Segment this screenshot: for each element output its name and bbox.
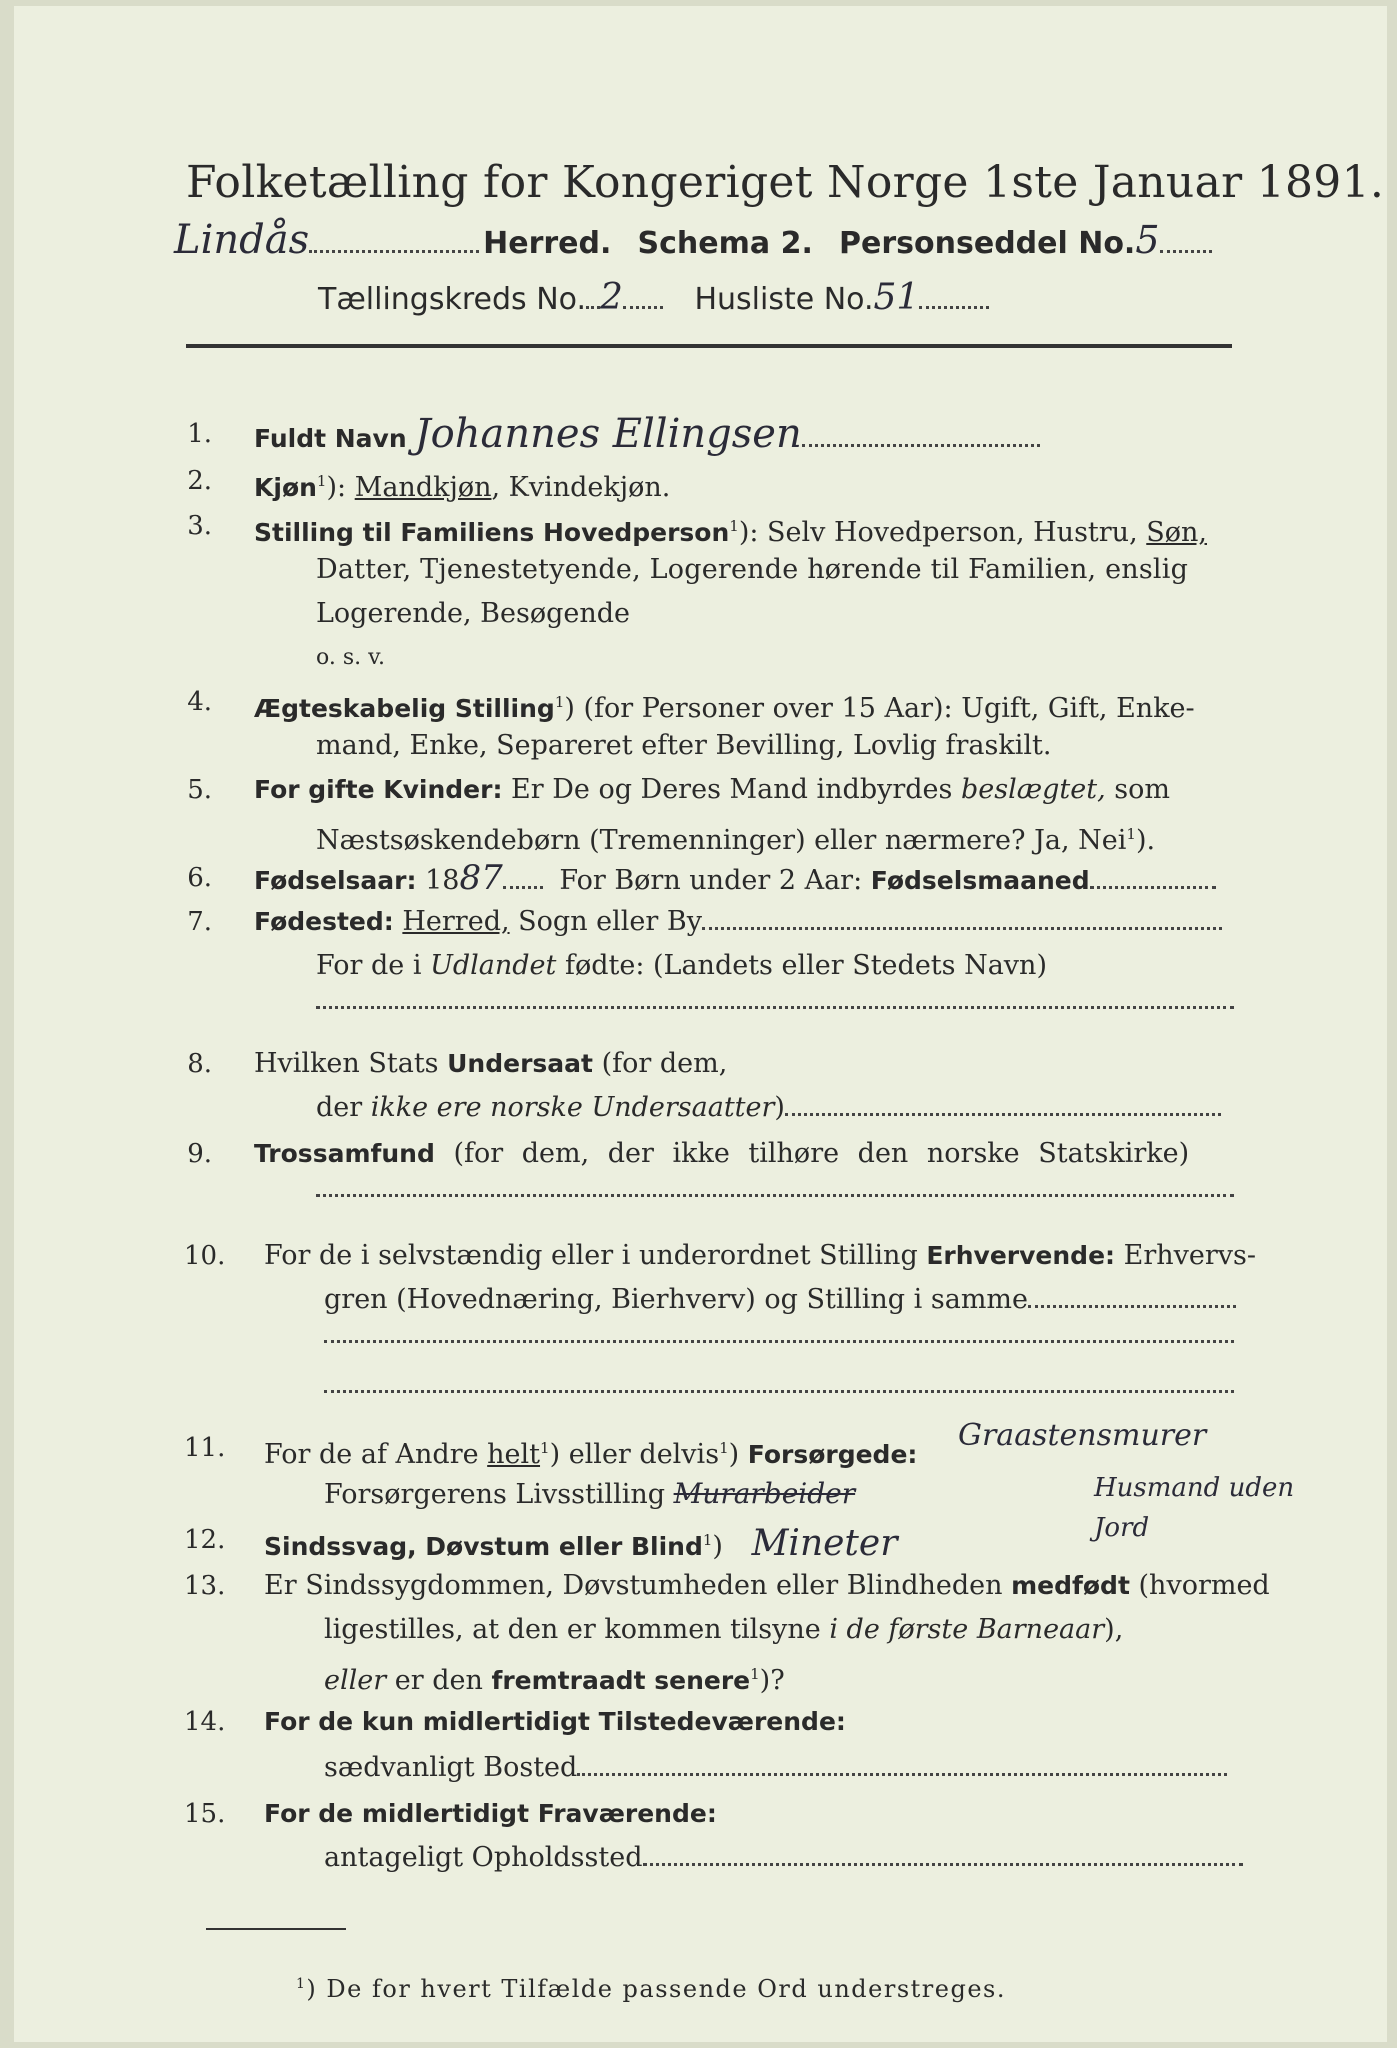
item-3-line-1: Stilling til Familiens Hovedperson$^1$): Selv Hovedperson, Hustru, Søn, [254,517,1207,548]
sex-label: Kjøn [254,473,317,502]
item-11-line-1: For de af Andre helt$^1$) eller delvis$^1$) Forsørgede: [264,1439,918,1470]
congenital-label: medfødt [1011,1571,1130,1600]
item-number-4: 4. [187,687,212,717]
temporary-present-label: For de kun midlertidigt Tilstedeværende: [264,1707,846,1736]
item-13-line-3: eller er den fremtraadt senere$^1$)? [324,1665,785,1696]
husliste-value: 51 [873,277,920,318]
family-position-label: Stilling til Familiens Hovedperson [254,518,730,547]
item-number-5: 5. [187,775,212,805]
item-1 [254,411,1040,457]
item-10-line-2: gren (Hovednæring, Bierhverv) og Stilling i samme [324,1282,1236,1318]
birth-year-label: Fødselsaar: [254,866,417,895]
item-4-line-1: Ægteskabelig Stilling$^1$) (for Personer over 15 Aar): Ugift, Gift, Enke- [254,693,1195,724]
item-14-line-2: sædvanligt Bosted [324,1750,1227,1786]
item-9-answer-line [316,1194,1234,1197]
item-2: Kjøn$^1$): Mandkjøn, Kvindekjøn. [254,472,671,503]
item-15-line-2: antageligt Opholdssted [324,1840,1243,1876]
item-4-line-2: mand, Enke, Separeret efter Bevilling, Lovlig fraskilt. [316,730,1052,761]
birth-month-label: Fødselsmaaned [870,866,1090,895]
form-title: Folketælling for Kongeriget Norge 1ste Januar 1891. [186,157,1385,208]
provider-occupation-value: Husmand uden Jord [1094,1473,1295,1543]
item-number-10: 10. [184,1241,226,1271]
full-name-label: Fuldt Navn [254,424,407,453]
item-5-line-2: Næstsøskendebørn (Tremenninger) eller nærmere? Ja, Nei$^1$). [316,825,1156,856]
birthplace-label: Fødested: [254,907,394,936]
item-number-13: 13. [184,1571,226,1601]
item-3-line-2: Datter, Tjenestetyende, Logerende hørende til Familien, enslig [316,554,1189,585]
item-number-7: 7. [187,907,212,937]
item-number-2: 2. [187,466,212,496]
kreds-value: 2 [600,277,623,318]
item-13-line-2: ligestilles, at den er kommen tilsyne i de første Barneaar), [324,1614,1124,1645]
full-name-value: Johannes Ellingsen [414,411,802,457]
item-10-line-1: For de i selvstændig eller i underordnet Stilling Erhvervende: Erhvervs- [264,1240,1257,1271]
family-position-son-underlined: Søn, [1146,517,1207,548]
item-6: Fødselsaar: 1887 For Børn under 2 Aar: Fødselsmaaned [254,860,1216,899]
header-line-2 [318,276,989,322]
supported-label: Forsørgede: [747,1440,918,1469]
supported-value: Graastensmurer [958,1418,1207,1453]
item-number-14: 14. [184,1707,226,1737]
personseddel-label: Personseddel No. [839,226,1136,261]
provider-occupation-struck: Murarbeider [673,1477,856,1510]
item-10-answer-line-2 [324,1390,1234,1393]
occupation-label: Erhvervende: [926,1241,1116,1270]
item-7-line-2: For de i Udlandet fødte: (Landets eller Stedets Navn) [316,950,1047,981]
item-3-line-4: o. s. v. [316,645,385,670]
item-number-9: 9. [187,1139,212,1169]
herred-value: Lindås [174,217,310,263]
footnote-rule [206,1928,346,1930]
item-11-line-2: Forsørgerens Livsstilling Murarbeider [324,1477,856,1510]
husliste-label: Husliste No. [694,282,874,317]
sex-option-male-underlined: Mandkjøn [354,472,492,503]
header-rule [186,344,1232,348]
item-5-line-1: For gifte Kvinder: Er De og Deres Mand indbyrdes beslægtet, som [254,774,1170,805]
later-onset-label: fremtraadt senere [491,1666,751,1695]
census-form-sheet [14,6,1387,2042]
item-9-line-1: Trossamfund (for dem, der ikke tilhøre den norske Statskirke) [254,1138,1190,1169]
temporary-absent-label: For de midlertidigt Fraværende: [264,1799,717,1828]
item-7-line-1: Fødested: Herred, Sogn eller By [254,904,1222,940]
header-line-1 [174,218,1212,266]
herred-label: Herred. [483,226,612,261]
married-women-label: For gifte Kvinder: [254,775,503,804]
item-13-line-1: Er Sindssygdommen, Døvstumheden eller Blindheden medfødt (hvormed [264,1570,1270,1601]
disability-value: Mineter [751,1523,898,1564]
birth-year-value: 87 [459,858,503,898]
kreds-label: Tællingskreds No. [318,282,586,317]
item-3-line-3: Logerende, Besøgende [316,598,630,629]
supported-fully-underlined: helt [487,1439,541,1470]
item-7-answer-line [316,1006,1234,1009]
personseddel-value: 5 [1135,218,1160,262]
item-number-6: 6. [187,863,212,893]
item-number-15: 15. [184,1799,226,1829]
marital-status-label: Ægteskabelig Stilling [254,694,555,723]
birthplace-herred-underlined: Herred, [402,906,510,937]
item-number-3: 3. [187,511,212,541]
citizenship-label: Undersaat [447,1049,593,1078]
item-10-answer-line-1 [324,1340,1234,1343]
item-8-line-2: der ikke ere norske Undersaatter) [316,1090,1221,1126]
item-number-1: 1. [187,419,212,449]
item-number-12: 12. [184,1525,226,1555]
item-12: Sindssvag, Døvstum eller Blind$^1$) Mineter [264,1523,898,1564]
schema-label: Schema 2. [637,226,813,261]
disability-label: Sindssvag, Døvstum eller Blind [264,1532,703,1561]
item-8-line-1: Hvilken Stats Undersaat (for dem, [254,1048,728,1079]
footnote: $^1$) De for hvert Tilfælde passende Ord understreges. [296,1975,1006,2003]
religion-label: Trossamfund [254,1139,435,1168]
item-number-8: 8. [187,1049,212,1079]
item-number-11: 11. [184,1433,226,1463]
